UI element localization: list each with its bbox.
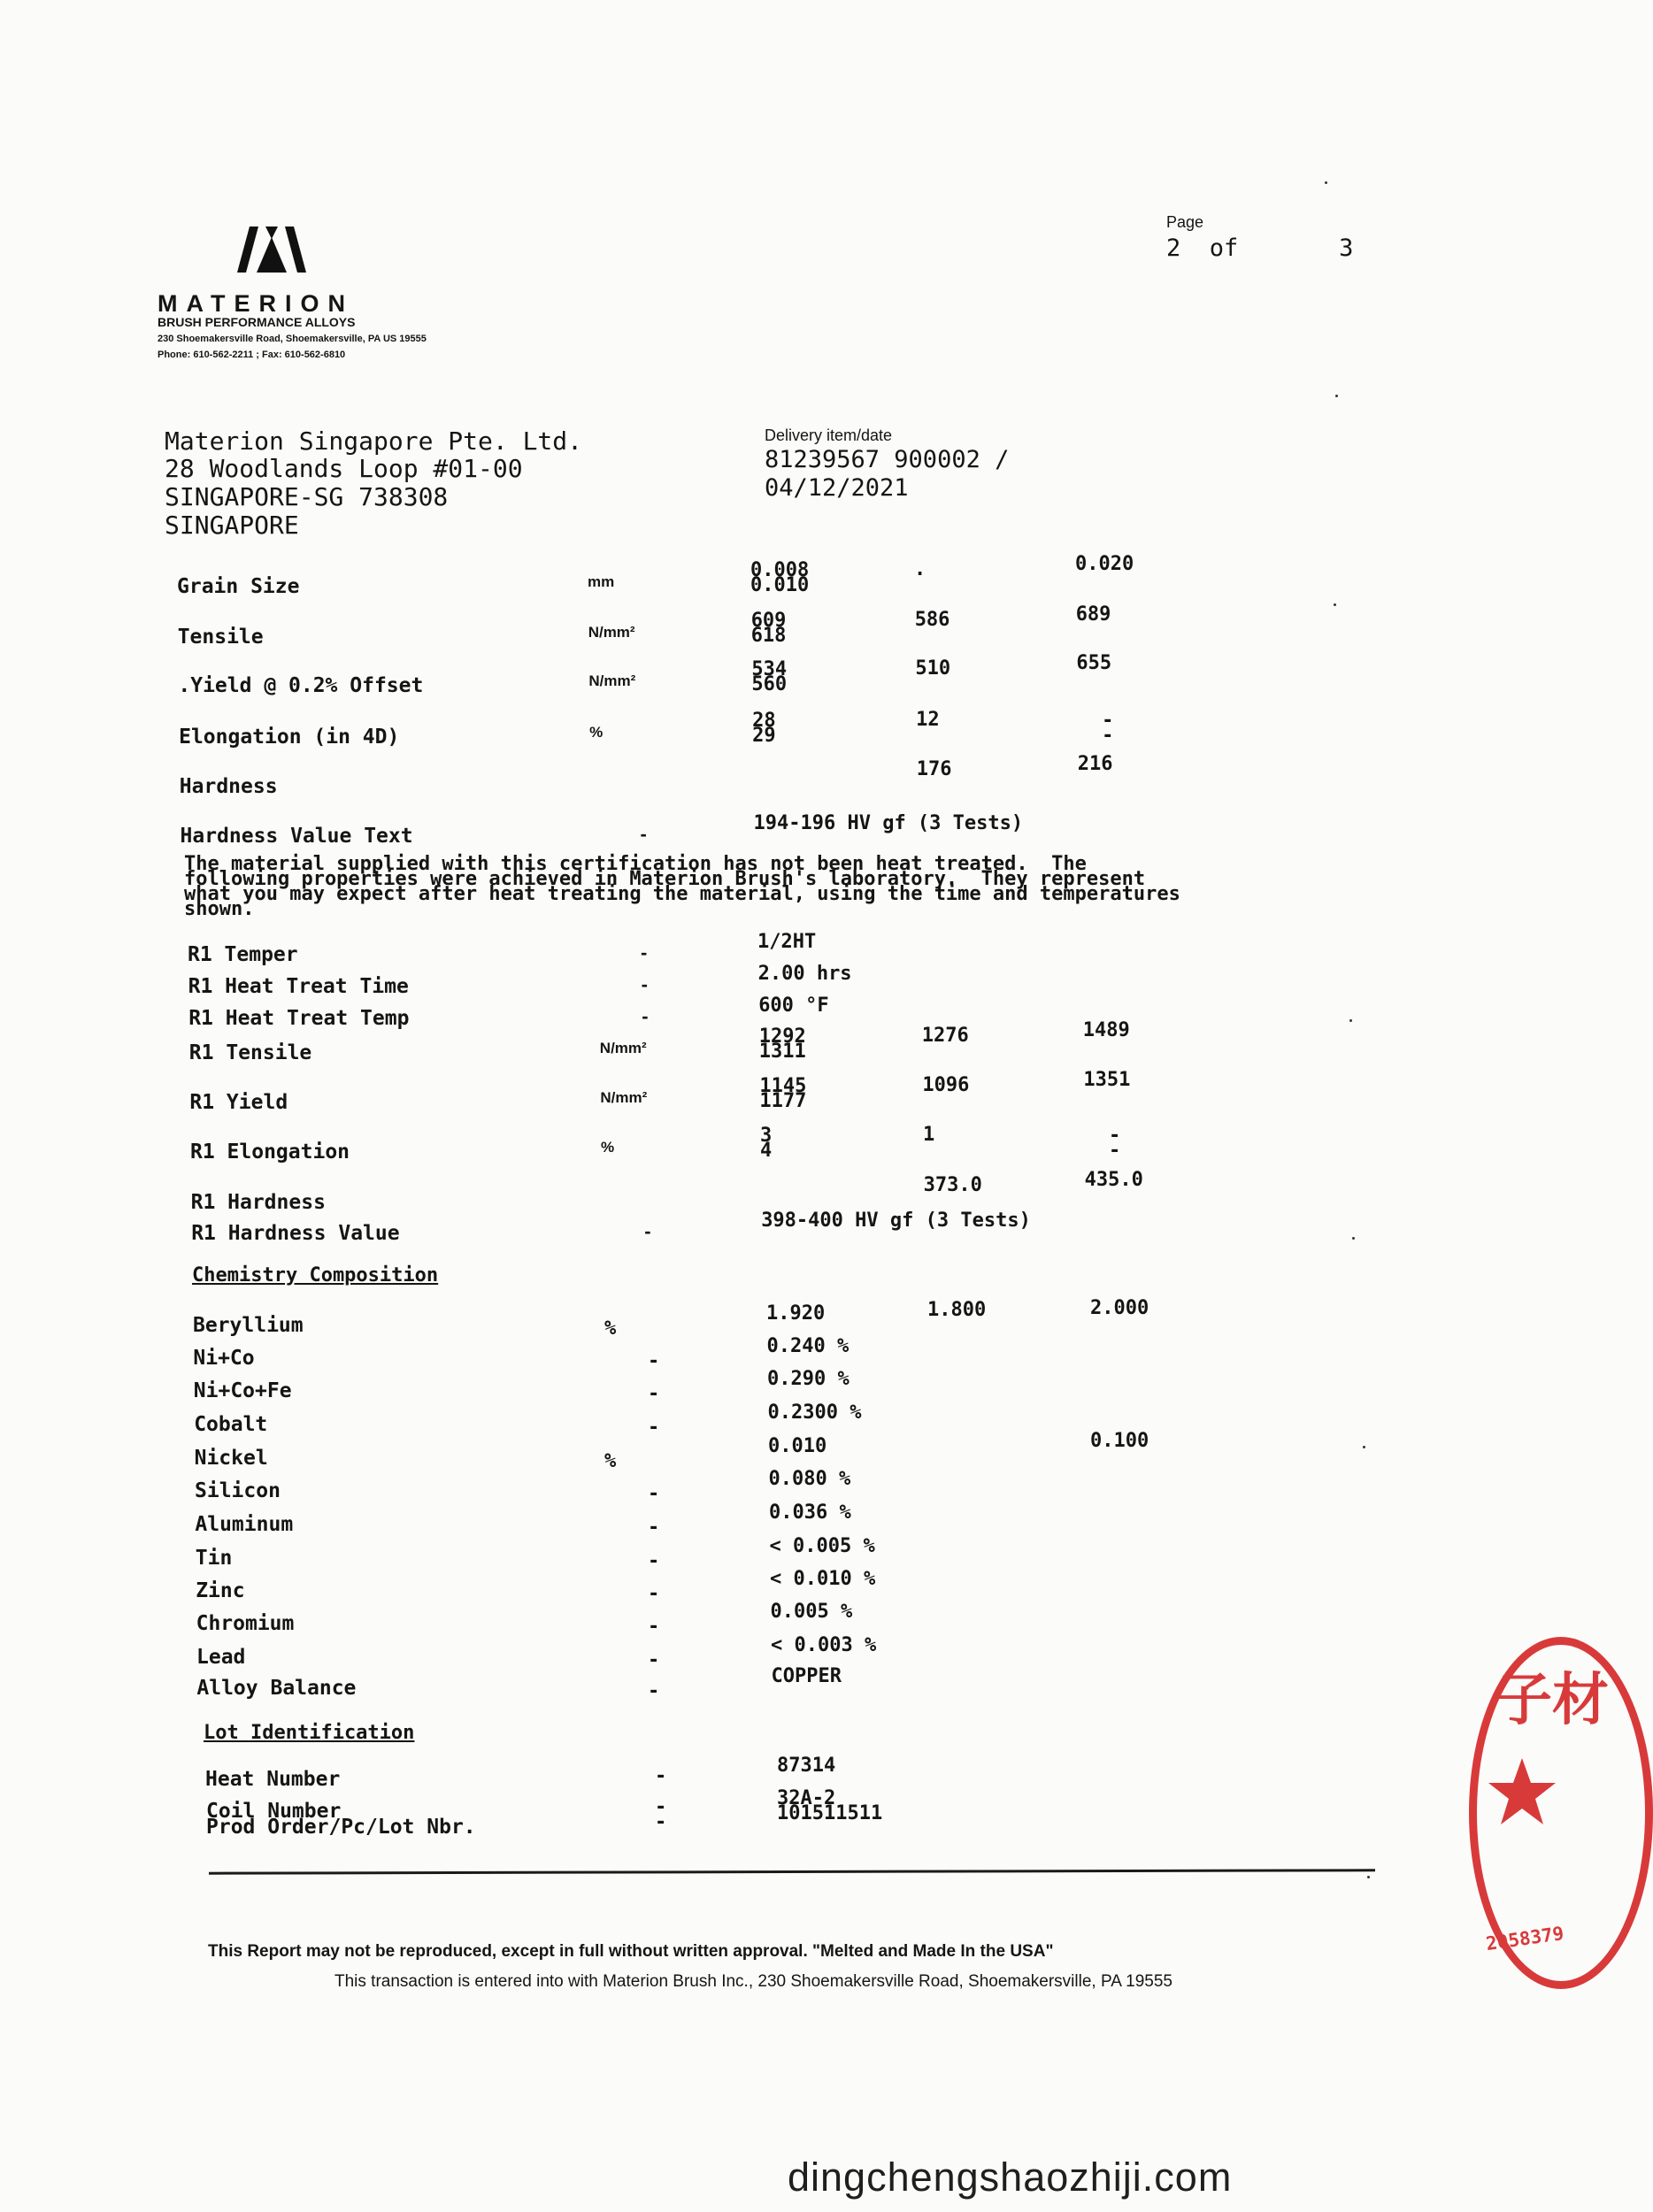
chemistry-unit: - [648, 1417, 660, 1439]
chemistry-unit: - [648, 1583, 660, 1605]
property-unit: - [641, 941, 648, 964]
property-actual: 28 29 [752, 710, 776, 747]
lot-label: Coil Number Prod Order/Pc/Lot Nbr. [206, 1800, 476, 1839]
lot-unit: - - [655, 1796, 667, 1833]
chemistry-value: 0.005 % [770, 1601, 853, 1623]
property-max: 689 [1075, 603, 1111, 626]
property-max: 0.020 [1075, 553, 1134, 575]
scan-speck [1335, 395, 1338, 397]
property-min: 373.0 [923, 1174, 982, 1196]
chemistry-value: 0.290 % [767, 1368, 850, 1390]
lot-section-title: Lot Identification [204, 1722, 415, 1744]
company-name: MATERION [158, 290, 354, 317]
property-label: Hardness Value Text [180, 825, 413, 848]
chemistry-element-label: Ni+Co+Fe [193, 1379, 292, 1402]
customer-city: SINGAPORE-SG 738308 [165, 482, 449, 511]
chemistry-value: 0.2300 % [767, 1402, 862, 1424]
property-min: 1096 [922, 1074, 970, 1096]
property-max: 1489 [1082, 1019, 1130, 1041]
property-unit: N/mm² [599, 1040, 647, 1056]
chemistry-element-label: Nickel [194, 1447, 268, 1470]
heat-treat-note: The material supplied with this certification has not been heat treated. The following properties were achieved in Materion Brush's laboratory. They represent what you may expect after heat treating the material, using the time and temperatures shown. [184, 853, 1180, 920]
chemistry-element-label: Tin [195, 1547, 233, 1570]
property-unit: N/mm² [600, 1089, 648, 1106]
chemistry-value: < 0.003 % [771, 1634, 877, 1656]
stamp-text: 子材 [1495, 1668, 1609, 1733]
property-label: Hardness [179, 775, 278, 798]
footer-disclaimer: This Report may not be reproduced, except in full without written approval. "Melted and Made In the USA" [208, 1942, 1054, 1961]
property-label: R1 Hardness Value [191, 1222, 400, 1245]
property-actual: 398-400 HV gf (3 Tests) [761, 1210, 1031, 1232]
chemistry-value: COPPER [771, 1665, 842, 1687]
company-division: BRUSH PERFORMANCE ALLOYS [158, 315, 356, 329]
chemistry-unit: - [648, 1483, 660, 1505]
chemistry-element-label: Aluminum [195, 1513, 294, 1536]
property-min: 510 [915, 657, 951, 680]
property-unit: - [642, 1005, 649, 1027]
watermark-text: dingchengshaozhiji.com [788, 2154, 1233, 2200]
chemistry-unit: - [648, 1680, 660, 1702]
property-max: 655 [1076, 652, 1112, 674]
chemistry-unit: - [648, 1517, 660, 1539]
property-label: Elongation (in 4D) [179, 726, 400, 749]
property-actual: 2.00 hrs [757, 963, 852, 985]
chemistry-element-label: Chromium [196, 1612, 295, 1635]
scan-speck [1349, 1019, 1352, 1022]
property-actual: 194-196 HV gf (3 Tests) [753, 812, 1024, 834]
property-actual: 609 618 [750, 610, 787, 647]
chemistry-value: 0.036 % [769, 1502, 851, 1524]
company-phone: Phone: 610-562-2211 ; Fax: 610-562-6810 [158, 349, 346, 360]
property-label: R1 Yield [189, 1091, 288, 1114]
property-label: Grain Size [177, 575, 300, 598]
property-actual: 1/2HT [757, 931, 817, 953]
property-label: R1 Heat Treat Temp [188, 1007, 410, 1030]
property-max: 216 [1077, 753, 1113, 775]
company-address: 230 Shoemakersville Road, Shoemakersville, PA US 19555 [158, 334, 427, 344]
chemistry-min: 1.800 [927, 1299, 987, 1321]
lot-unit: - [655, 1765, 667, 1787]
property-min: 1276 [921, 1025, 969, 1047]
customer-street: 28 Woodlands Loop #01-00 [165, 454, 523, 483]
property-label: .Yield @ 0.2% Offset [178, 674, 424, 697]
scan-speck [1334, 603, 1336, 606]
customer-name: Materion Singapore Pte. Ltd. [165, 426, 583, 456]
chemistry-element-label: Zinc [196, 1579, 245, 1602]
chemistry-unit: - [648, 1383, 660, 1405]
star-icon [1487, 1756, 1557, 1827]
chemistry-max: 0.100 [1090, 1430, 1149, 1452]
chemistry-value: < 0.005 % [769, 1535, 875, 1557]
page-label: Page [1166, 213, 1204, 231]
property-unit: N/mm² [588, 672, 636, 689]
customer-country: SINGAPORE [165, 511, 299, 540]
chemistry-value: 0.080 % [768, 1468, 851, 1490]
delivery-item: 81239567 900002 / [765, 446, 1010, 473]
property-actual: 1145 1177 [759, 1075, 807, 1112]
materion-logo-icon [237, 227, 306, 273]
chemistry-unit: - [648, 1550, 660, 1572]
property-actual: 0.008 0.010 [750, 559, 810, 596]
scan-speck [1325, 181, 1327, 184]
property-min: 586 [914, 609, 950, 631]
chemistry-unit: % [604, 1317, 617, 1340]
property-unit: - [640, 823, 647, 845]
delivery-label: Delivery item/date [765, 426, 893, 444]
chemistry-section-title: Chemistry Composition [192, 1264, 439, 1286]
property-max: 435.0 [1084, 1169, 1143, 1191]
property-min: 1 [923, 1124, 935, 1146]
page-number: 2 of 3 [1166, 234, 1354, 262]
property-label: R1 Tensile [188, 1041, 312, 1064]
lot-value: 87314 [777, 1755, 836, 1777]
scan-speck [1367, 1876, 1370, 1878]
property-label: R1 Temper [188, 943, 298, 966]
chemistry-element-label: Silicon [195, 1479, 281, 1502]
property-unit: mm [588, 573, 615, 590]
property-label: R1 Hardness [190, 1191, 326, 1214]
property-actual: 1292 1311 [758, 1025, 806, 1063]
delivery-date: 04/12/2021 [765, 474, 909, 502]
footer-transaction: This transaction is entered into with Materion Brush Inc., 230 Shoemakersville Road, Shoemakersville, PA 19555 [334, 1972, 1172, 1991]
chemistry-unit: - [648, 1616, 660, 1638]
chemistry-element-label: Cobalt [194, 1413, 268, 1436]
chemistry-value: 1.920 [766, 1302, 826, 1325]
property-unit: N/mm² [588, 624, 635, 641]
property-max: - - [1102, 710, 1114, 747]
property-min: 12 [916, 709, 940, 731]
property-actual: 534 560 [751, 658, 788, 695]
property-label: R1 Elongation [190, 1141, 350, 1164]
property-min: 176 [916, 758, 952, 780]
property-min: . [914, 558, 926, 580]
property-actual: 3 4 [760, 1125, 773, 1162]
lot-value: 32A-2 101511511 [777, 1787, 883, 1824]
chemistry-unit: - [648, 1350, 660, 1372]
chemistry-unit: % [604, 1450, 617, 1472]
property-unit: - [644, 1220, 651, 1242]
chemistry-element-label: Beryllium [193, 1314, 304, 1337]
chemistry-element-label: Alloy Balance [196, 1677, 357, 1700]
property-unit: % [601, 1139, 615, 1156]
property-unit: - [641, 973, 648, 995]
property-max: - - [1109, 1125, 1121, 1162]
property-label: Tensile [177, 626, 264, 649]
chemistry-unit: - [648, 1649, 660, 1671]
chemistry-value: 0.240 % [766, 1335, 850, 1357]
footer-rule [209, 1869, 1375, 1874]
scan-speck [1352, 1237, 1355, 1240]
lot-label: Heat Number [205, 1768, 341, 1791]
property-label: R1 Heat Treat Time [188, 975, 409, 998]
chemistry-max: 2.000 [1090, 1297, 1149, 1319]
scan-speck [1363, 1446, 1365, 1448]
property-max: 1351 [1083, 1069, 1131, 1091]
chemistry-element-label: Lead [196, 1646, 246, 1669]
chemistry-element-label: Ni+Co [193, 1347, 255, 1370]
stamp-number: 2058379 [1484, 1922, 1565, 1955]
property-unit: % [589, 724, 604, 741]
property-actual: 600 °F [758, 995, 829, 1017]
chemistry-value: < 0.010 % [770, 1568, 876, 1590]
chemistry-value: 0.010 [768, 1435, 827, 1457]
